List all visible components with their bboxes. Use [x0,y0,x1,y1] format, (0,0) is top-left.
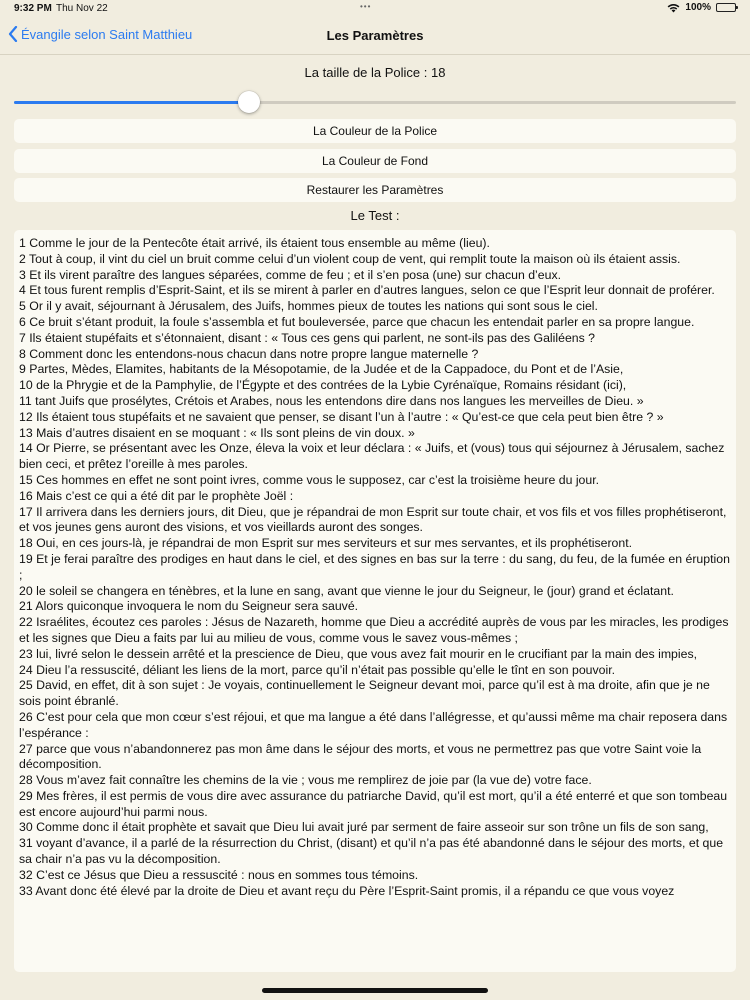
page-title: Les Paramètres [326,28,424,43]
verse-line: 8 Comment donc les entendons-nous chacun dans notre propre langue maternelle ? [19,346,479,361]
status-time: 9:32 PM [14,3,52,14]
font-size-slider[interactable] [14,91,736,115]
verse-line: 30 Comme donc il était prophète et savait que Dieu lui avait juré par serment de faire asseoir sur son trône un fils de son sang, [19,820,709,835]
status-bar [0,0,750,18]
verse-line: 29 Mes frères, il est permis de vous dire avec assurance du patriarche David, qu’il est mort, qu’il a été enterré et que son tombeau est encore aujourd’hui parmi nous. [19,788,728,819]
preview-text-area[interactable] [14,230,736,972]
verse-line: 4 Et tous furent remplis d’Esprit-Saint, et ils se mirent à parler en d’autres langues, selon ce que l’Esprit leur donnait de proférer. [19,283,715,298]
verse-line: 24 Dieu l’a ressuscité, déliant les liens de la mort, parce qu’il n’était pas possible qu’elle le tînt en son pouvoir. [19,662,616,677]
background-color-button[interactable]: La Couleur de Fond [14,149,736,173]
verse-line: 7 Ils étaient stupéfaits et s’étonnaient, disant : « Tous ces gens qui parlent, ne sont-ils pas des Galiléens ? [19,330,596,345]
verse-line: 12 Ils étaient tous stupéfaits et ne savaient que penser, se disant l’un à l’autre : « Qu’est-ce que cela peut bien être ? » [19,409,664,424]
verse-line: 33 Avant donc été élevé par la droite de Dieu et avant reçu du Père l’Esprit-Saint promis, il a répandu ce que vous voyez [19,883,675,898]
verse-line: 31 voyant d’avance, il a parlé de la résurrection du Christ, (disant) et qu’il n’a pas été abandonné dans le séjour des morts, et que sa chair n’a pas vu la décomposition. [19,836,724,867]
verse-line: 13 Mais d’autres disaient en se moquant : « Ils sont pleins de vin doux. » [19,425,415,440]
verse-line: 18 Oui, en ces jours-là, je répandrai de mon Esprit sur mes serviteurs et sur mes servantes, et ils prophétiseront. [19,536,633,551]
font-size-label: La taille de la Police : 18 [304,65,446,80]
verse-line: 16 Mais c’est ce qui a été dit par le prophète Joël : [19,488,294,503]
verse-line: 23 lui, livré selon le dessein arrêté et la prescience de Dieu, que vous avez fait mourir en le crucifiant par la main des impies, [19,646,698,661]
verse-line: 27 parce que vous n’abandonnerez pas mon âme dans le séjour des morts, et vous ne permettrez pas que votre Saint voie la décomposition. [19,741,702,772]
verse-line: 17 Il arrivera dans les derniers jours, dit Dieu, que je répandrai de mon Esprit sur toute chair, et vos fils et vos filles prophétiseront, et vos jeunes gens auront des visions, et vos vieillards auront des songes. [19,504,727,535]
verse-line: 10 de la Phrygie et de la Pamphylie, de l’Égypte et des contrées de la Lybie Cyrénaïque, Romains résidant (ici), [19,378,627,393]
home-indicator[interactable] [262,988,488,993]
verse-line: 5 Or il y avait, séjournant à Jérusalem, des Juifs, hommes pieux de toutes les nations qui sont sous le ciel. [19,299,598,314]
verse-line: 14 Or Pierre, se présentant avec les Onze, éleva la voix et leur déclara : « Juifs, et (vous) tous qui séjournez à Jérusalem, sachez bien ceci, et prêtez l’oreille à mes paroles. [19,441,725,472]
verse-line: 15 Ces hommes en effet ne sont point ivres, comme vous le supposez, car c’est la troisième heure du jour. [19,472,600,487]
verse-line: 9 Partes, Mèdes, Elamites, habitants de la Mésopotamie, de la Judée et de la Cappadoce, du Pont et de l’Asie, [19,362,624,377]
verse-line: 1 Comme le jour de la Pentecôte était arrivé, ils étaient tous ensemble au même (lieu). [19,236,490,250]
battery-percent: 100% [685,2,711,13]
verse-line: 22 Israélites, écoutez ces paroles : Jésus de Nazareth, homme que Dieu a accrédité auprès de vous par les miracles, les prodiges et les signes que Dieu a faits par lui au milieu de vous, comme vous le savez vous-mêmes ; [19,615,729,645]
verse-line: 25 David, en effet, dit à son sujet : Je voyais, continuellement le Seigneur devant moi, parce qu’il est à ma droite, afin que je ne sois point ébranlé. [19,678,710,709]
verse-line: 3 Et ils virent paraître des langues séparées, comme de feu ; et il s’en posa (une) sur chacun d’eux. [19,267,562,282]
test-label: Le Test : [350,208,400,223]
slider-fill [14,101,249,104]
verse-line: 6 Ce bruit s’étant produit, la foule s’assembla et fut bouleversée, parce que chacun les entendait parler en sa propre langue. [19,314,695,329]
verse-line: 21 Alors quiconque invoquera le nom du Seigneur sera sauvé. [19,599,359,614]
status-indicators [667,2,736,13]
font-color-button[interactable]: La Couleur de la Police [14,119,736,143]
verse-line: 32 C’est ce Jésus que Dieu a ressuscité : nous en sommes tous témoins. [19,867,419,882]
wifi-icon [667,3,680,13]
slider-thumb[interactable] [238,91,260,113]
status-date: Thu Nov 22 [56,3,108,14]
navigation-bar [0,18,750,55]
verse-line: 11 tant Juifs que prosélytes, Crétois et Arabes, nous les entendons dire dans nos langues les merveilles de Dieu. » [19,393,644,408]
multitasking-dots-icon: ••• [360,2,372,11]
verse-line: 20 le soleil se changera en ténèbres, et la lune en sang, avant que vienne le jour du Seigneur, le (jour) grand et éclatant. [19,583,674,598]
battery-icon [716,3,736,12]
verse-line: 28 Vous m’avez fait connaître les chemins de la vie ; vous me remplirez de joie par (la vue de) votre face. [19,773,592,788]
restore-settings-button[interactable]: Restaurer les Paramètres [14,178,736,202]
verse-line: 26 C’est pour cela que mon cœur s’est réjoui, et que ma langue a été dans l’allégresse, et qu’aussi même ma chair reposera dans l’espérance : [19,709,728,740]
verse-line: 19 Et je ferai paraître des prodiges en haut dans le ciel, et des signes en bas sur la terre : du sang, du feu, de la fumée en éruption ; [19,551,730,582]
verse-line: 2 Tout à coup, il vint du ciel un bruit comme celui d’un violent coup de vent, qui remplit toute la maison où ils étaient assis. [19,251,681,266]
back-button-label: Évangile selon Saint Matthieu [21,26,193,42]
